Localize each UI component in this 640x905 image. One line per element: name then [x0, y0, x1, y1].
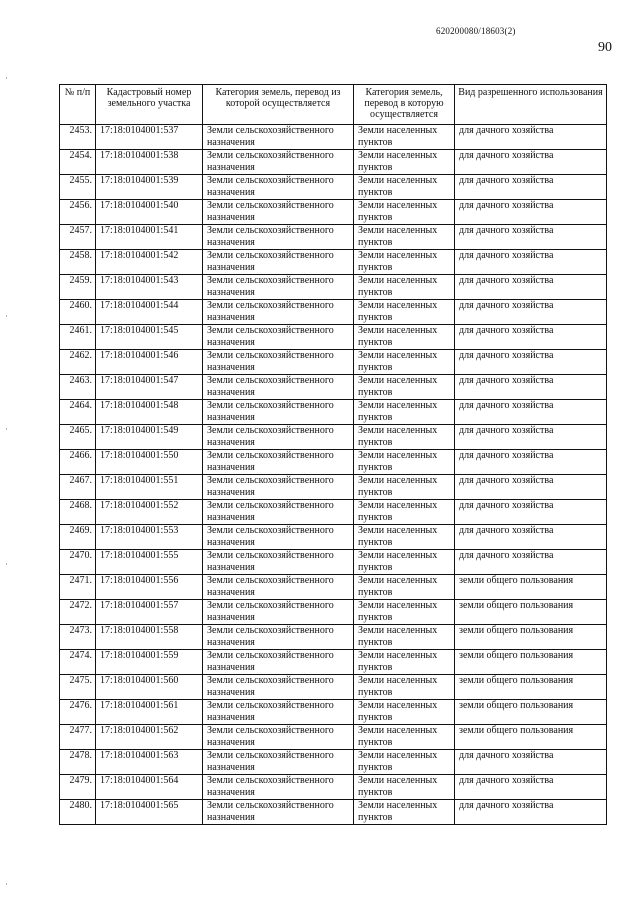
category-to-line: Земли населенных	[358, 275, 438, 286]
cadastral-number: 17:18:0104001:550	[96, 450, 203, 475]
category-from	[203, 375, 354, 400]
category-from	[203, 725, 354, 750]
category-to-line: пунктов	[358, 411, 393, 423]
table-row	[60, 200, 607, 225]
category-from-line: Земли сельскохозяйственного	[207, 125, 334, 136]
category-from	[203, 500, 354, 525]
permitted-use: для дачного хозяйства	[455, 225, 607, 250]
row-number: 2475.	[60, 675, 96, 700]
table-row	[60, 450, 607, 475]
cadastral-number: 17:18:0104001:563	[96, 750, 203, 775]
category-to-line: Земли населенных	[358, 550, 438, 561]
permitted-use: для дачного хозяйства	[455, 475, 607, 500]
table-body	[60, 125, 607, 825]
cadastral-number: 17:18:0104001:560	[96, 675, 203, 700]
category-from-line: назначения	[207, 311, 255, 323]
category-from-line: назначения	[207, 686, 255, 698]
category-to	[354, 225, 455, 250]
column-header-cadastral-number: Кадастровый номер земельного участка	[96, 85, 203, 125]
column-header-number: № п/п	[60, 85, 96, 125]
row-number: 2460.	[60, 300, 96, 325]
category-from-line: Земли сельскохозяйственного	[207, 150, 334, 161]
cadastral-number: 17:18:0104001:565	[96, 800, 203, 825]
category-to-line: пунктов	[358, 486, 393, 498]
category-to-line: Земли населенных	[358, 700, 438, 711]
category-from	[203, 350, 354, 375]
category-from	[203, 400, 354, 425]
cadastral-number: 17:18:0104001:553	[96, 525, 203, 550]
category-to-line: Земли населенных	[358, 750, 438, 761]
row-number: 2471.	[60, 575, 96, 600]
permitted-use: для дачного хозяйства	[455, 800, 607, 825]
table-row	[60, 675, 607, 700]
permitted-use: для дачного хозяйства	[455, 400, 607, 425]
table-row	[60, 225, 607, 250]
category-from	[203, 300, 354, 325]
category-to-line: Земли населенных	[358, 175, 438, 186]
category-to-line: пунктов	[358, 536, 393, 548]
row-number: 2476.	[60, 700, 96, 725]
category-from-line: Земли сельскохозяйственного	[207, 650, 334, 661]
row-number: 2478.	[60, 750, 96, 775]
category-to-line: пунктов	[358, 711, 393, 723]
category-from-line: назначения	[207, 786, 255, 798]
margin-mark: ·	[5, 879, 8, 889]
category-to	[354, 725, 455, 750]
category-to	[354, 775, 455, 800]
category-from	[203, 550, 354, 575]
category-from	[203, 150, 354, 175]
category-from-line: назначения	[207, 261, 255, 273]
column-header-category-to: Категория земель, перевод в которую осуществляется	[354, 85, 455, 125]
category-to-line: пунктов	[358, 236, 393, 248]
cadastral-number: 17:18:0104001:538	[96, 150, 203, 175]
cadastral-number: 17:18:0104001:559	[96, 650, 203, 675]
category-to-line: Земли населенных	[358, 425, 438, 436]
category-to	[354, 650, 455, 675]
cadastral-number: 17:18:0104001:564	[96, 775, 203, 800]
category-to	[354, 525, 455, 550]
permitted-use: для дачного хозяйства	[455, 300, 607, 325]
category-to-line: пунктов	[358, 461, 393, 473]
row-number: 2453.	[60, 125, 96, 150]
category-from-line: Земли сельскохозяйственного	[207, 800, 334, 811]
category-to	[354, 575, 455, 600]
category-from-line: назначения	[207, 136, 255, 148]
category-from-line: назначения	[207, 236, 255, 248]
category-to-line: Земли населенных	[358, 200, 438, 211]
category-from-line: назначения	[207, 711, 255, 723]
table-header-row	[60, 85, 607, 125]
land-table	[59, 84, 607, 825]
category-to	[354, 625, 455, 650]
table-row	[60, 700, 607, 725]
margin-mark: ·	[5, 73, 8, 83]
category-from	[203, 250, 354, 275]
permitted-use: земли общего пользования	[455, 625, 607, 650]
category-to	[354, 475, 455, 500]
cadastral-number: 17:18:0104001:539	[96, 175, 203, 200]
row-number: 2465.	[60, 425, 96, 450]
category-to	[354, 500, 455, 525]
category-to-line: пунктов	[358, 661, 393, 673]
category-from-line: Земли сельскохозяйственного	[207, 725, 334, 736]
category-to	[354, 425, 455, 450]
category-from-line: назначения	[207, 511, 255, 523]
category-to-line: пунктов	[358, 511, 393, 523]
category-from-line: назначения	[207, 636, 255, 648]
category-to-line: пунктов	[358, 736, 393, 748]
row-number: 2469.	[60, 525, 96, 550]
table-row	[60, 150, 607, 175]
permitted-use: земли общего пользования	[455, 700, 607, 725]
category-to-line: пунктов	[358, 811, 393, 823]
category-to-line: пунктов	[358, 136, 393, 148]
category-to-line: Земли населенных	[358, 500, 438, 511]
row-number: 2462.	[60, 350, 96, 375]
page-number: 90	[598, 40, 612, 55]
category-to-line: Земли населенных	[358, 475, 438, 486]
category-from-line: назначения	[207, 286, 255, 298]
category-from-line: Земли сельскохозяйственного	[207, 575, 334, 586]
category-from-line: Земли сельскохозяйственного	[207, 550, 334, 561]
column-header-permitted-use: Вид разрешенного использования	[455, 85, 607, 125]
table-row	[60, 750, 607, 775]
row-number: 2474.	[60, 650, 96, 675]
category-from-line: назначения	[207, 161, 255, 173]
row-number: 2468.	[60, 500, 96, 525]
category-from-line: назначения	[207, 211, 255, 223]
category-from-line: Земли сельскохозяйственного	[207, 225, 334, 236]
category-to-line: пунктов	[358, 361, 393, 373]
permitted-use: для дачного хозяйства	[455, 450, 607, 475]
cadastral-number: 17:18:0104001:548	[96, 400, 203, 425]
category-to-line: пунктов	[358, 611, 393, 623]
category-to-line: Земли населенных	[358, 675, 438, 686]
category-from	[203, 650, 354, 675]
category-to-line: Земли населенных	[358, 450, 438, 461]
category-to-line: пунктов	[358, 311, 393, 323]
category-to	[354, 325, 455, 350]
category-from	[203, 800, 354, 825]
document-code: 620200080/18603(2)	[436, 26, 516, 36]
cadastral-number: 17:18:0104001:561	[96, 700, 203, 725]
table-row	[60, 300, 607, 325]
permitted-use: земли общего пользования	[455, 725, 607, 750]
cadastral-number: 17:18:0104001:541	[96, 225, 203, 250]
category-to-line: пунктов	[358, 761, 393, 773]
row-number: 2457.	[60, 225, 96, 250]
cadastral-number: 17:18:0104001:557	[96, 600, 203, 625]
category-from-line: назначения	[207, 561, 255, 573]
category-from-line: Земли сельскохозяйственного	[207, 775, 334, 786]
cadastral-number: 17:18:0104001:549	[96, 425, 203, 450]
row-number: 2480.	[60, 800, 96, 825]
category-from-line: назначения	[207, 761, 255, 773]
category-from-line: Земли сельскохозяйственного	[207, 475, 334, 486]
table-row	[60, 550, 607, 575]
permitted-use: для дачного хозяйства	[455, 550, 607, 575]
category-from	[203, 425, 354, 450]
category-to-line: Земли населенных	[358, 150, 438, 161]
permitted-use: для дачного хозяйства	[455, 125, 607, 150]
category-from-line: назначения	[207, 811, 255, 823]
category-from	[203, 225, 354, 250]
permitted-use: для дачного хозяйства	[455, 200, 607, 225]
category-to	[354, 350, 455, 375]
cadastral-number: 17:18:0104001:562	[96, 725, 203, 750]
category-to-line: Земли населенных	[358, 650, 438, 661]
category-from-line: назначения	[207, 586, 255, 598]
row-number: 2455.	[60, 175, 96, 200]
permitted-use: для дачного хозяйства	[455, 525, 607, 550]
category-to-line: Земли населенных	[358, 125, 438, 136]
category-to-line: пунктов	[358, 586, 393, 598]
category-to-line: Земли населенных	[358, 775, 438, 786]
category-from-line: назначения	[207, 411, 255, 423]
category-from-line: назначения	[207, 486, 255, 498]
category-to-line: Земли населенных	[358, 350, 438, 361]
category-to	[354, 200, 455, 225]
category-to	[354, 600, 455, 625]
row-number: 2461.	[60, 325, 96, 350]
row-number: 2477.	[60, 725, 96, 750]
row-number: 2456.	[60, 200, 96, 225]
cadastral-number: 17:18:0104001:547	[96, 375, 203, 400]
category-to-line: пунктов	[358, 336, 393, 348]
category-from-line: Земли сельскохозяйственного	[207, 525, 334, 536]
margin-mark: ·	[5, 559, 8, 569]
category-to-line: Земли населенных	[358, 600, 438, 611]
table-row	[60, 375, 607, 400]
category-to-line: Земли населенных	[358, 400, 438, 411]
permitted-use: земли общего пользования	[455, 675, 607, 700]
cadastral-number: 17:18:0104001:543	[96, 275, 203, 300]
category-from-line: назначения	[207, 461, 255, 473]
row-number: 2470.	[60, 550, 96, 575]
category-from-line: назначения	[207, 386, 255, 398]
permitted-use: земли общего пользования	[455, 600, 607, 625]
category-from-line: Земли сельскохозяйственного	[207, 750, 334, 761]
permitted-use: для дачного хозяйства	[455, 250, 607, 275]
category-to	[354, 675, 455, 700]
table-row	[60, 575, 607, 600]
table-row	[60, 425, 607, 450]
category-to-line: Земли населенных	[358, 375, 438, 386]
row-number: 2459.	[60, 275, 96, 300]
category-to-line: пунктов	[358, 261, 393, 273]
table-row	[60, 275, 607, 300]
category-from	[203, 325, 354, 350]
category-to-line: пунктов	[358, 186, 393, 198]
cadastral-number: 17:18:0104001:555	[96, 550, 203, 575]
permitted-use: для дачного хозяйства	[455, 275, 607, 300]
permitted-use: земли общего пользования	[455, 650, 607, 675]
category-from-line: Земли сельскохозяйственного	[207, 600, 334, 611]
category-from-line: назначения	[207, 336, 255, 348]
category-from-line: Земли сельскохозяйственного	[207, 325, 334, 336]
category-to-line: Земли населенных	[358, 525, 438, 536]
category-to	[354, 125, 455, 150]
category-from-line: Земли сельскохозяйственного	[207, 350, 334, 361]
category-from-line: назначения	[207, 436, 255, 448]
row-number: 2473.	[60, 625, 96, 650]
permitted-use: для дачного хозяйства	[455, 425, 607, 450]
category-from-line: Земли сельскохозяйственного	[207, 175, 334, 186]
category-to-line: Земли населенных	[358, 800, 438, 811]
margin-mark: ·	[5, 311, 8, 321]
category-from	[203, 625, 354, 650]
category-to	[354, 150, 455, 175]
table-row	[60, 800, 607, 825]
category-to-line: Земли населенных	[358, 575, 438, 586]
row-number: 2454.	[60, 150, 96, 175]
category-from	[203, 600, 354, 625]
category-to	[354, 700, 455, 725]
cadastral-number: 17:18:0104001:552	[96, 500, 203, 525]
category-from	[203, 200, 354, 225]
table-row	[60, 350, 607, 375]
table-row	[60, 525, 607, 550]
cadastral-number: 17:18:0104001:542	[96, 250, 203, 275]
category-from-line: Земли сельскохозяйственного	[207, 700, 334, 711]
category-to-line: Земли населенных	[358, 300, 438, 311]
category-from-line: Земли сельскохозяйственного	[207, 425, 334, 436]
margin-mark: ·	[5, 424, 8, 434]
row-number: 2464.	[60, 400, 96, 425]
table-row	[60, 725, 607, 750]
permitted-use: для дачного хозяйства	[455, 325, 607, 350]
table-row	[60, 625, 607, 650]
cadastral-number: 17:18:0104001:556	[96, 575, 203, 600]
cadastral-number: 17:18:0104001:544	[96, 300, 203, 325]
category-to	[354, 800, 455, 825]
category-from	[203, 750, 354, 775]
permitted-use: для дачного хозяйства	[455, 375, 607, 400]
category-from	[203, 175, 354, 200]
category-to-line: пунктов	[358, 436, 393, 448]
row-number: 2463.	[60, 375, 96, 400]
category-to	[354, 300, 455, 325]
category-to-line: пунктов	[358, 636, 393, 648]
category-from	[203, 700, 354, 725]
row-number: 2479.	[60, 775, 96, 800]
category-from-line: Земли сельскохозяйственного	[207, 450, 334, 461]
column-header-category-from: Категория земель, перевод из которой осуществляется	[203, 85, 354, 125]
permitted-use: для дачного хозяйства	[455, 150, 607, 175]
table-row	[60, 600, 607, 625]
cadastral-number: 17:18:0104001:546	[96, 350, 203, 375]
category-from	[203, 125, 354, 150]
category-to-line: пунктов	[358, 286, 393, 298]
permitted-use: земли общего пользования	[455, 575, 607, 600]
category-from-line: назначения	[207, 361, 255, 373]
category-to-line: пунктов	[358, 211, 393, 223]
category-from	[203, 275, 354, 300]
category-to-line: пунктов	[358, 386, 393, 398]
category-to-line: Земли населенных	[358, 250, 438, 261]
category-from-line: Земли сельскохозяйственного	[207, 300, 334, 311]
permitted-use: для дачного хозяйства	[455, 350, 607, 375]
table-row	[60, 325, 607, 350]
category-from-line: назначения	[207, 186, 255, 198]
permitted-use: для дачного хозяйства	[455, 500, 607, 525]
category-to	[354, 550, 455, 575]
table-row	[60, 250, 607, 275]
category-to-line: Земли населенных	[358, 625, 438, 636]
category-to	[354, 250, 455, 275]
category-to	[354, 750, 455, 775]
row-number: 2458.	[60, 250, 96, 275]
table-row	[60, 175, 607, 200]
category-from	[203, 575, 354, 600]
category-to-line: пунктов	[358, 561, 393, 573]
category-to-line: пунктов	[358, 686, 393, 698]
category-from	[203, 775, 354, 800]
category-to-line: пунктов	[358, 161, 393, 173]
category-to	[354, 375, 455, 400]
category-from-line: Земли сельскохозяйственного	[207, 500, 334, 511]
category-to	[354, 175, 455, 200]
category-from-line: назначения	[207, 736, 255, 748]
table-row	[60, 500, 607, 525]
category-from-line: Земли сельскохозяйственного	[207, 375, 334, 386]
category-from-line: назначения	[207, 611, 255, 623]
category-from-line: Земли сельскохозяйственного	[207, 275, 334, 286]
category-from	[203, 675, 354, 700]
category-to-line: Земли населенных	[358, 725, 438, 736]
table-row	[60, 775, 607, 800]
row-number: 2472.	[60, 600, 96, 625]
table-row	[60, 125, 607, 150]
table-row	[60, 650, 607, 675]
category-from-line: Земли сельскохозяйственного	[207, 675, 334, 686]
category-to	[354, 450, 455, 475]
cadastral-number: 17:18:0104001:537	[96, 125, 203, 150]
permitted-use: для дачного хозяйства	[455, 175, 607, 200]
cadastral-number: 17:18:0104001:558	[96, 625, 203, 650]
permitted-use: для дачного хозяйства	[455, 750, 607, 775]
row-number: 2466.	[60, 450, 96, 475]
cadastral-number: 17:18:0104001:545	[96, 325, 203, 350]
category-from	[203, 450, 354, 475]
category-from-line: назначения	[207, 536, 255, 548]
category-to-line: пунктов	[358, 786, 393, 798]
category-from-line: Земли сельскохозяйственного	[207, 200, 334, 211]
cadastral-number: 17:18:0104001:540	[96, 200, 203, 225]
table-row	[60, 475, 607, 500]
row-number: 2467.	[60, 475, 96, 500]
category-from	[203, 475, 354, 500]
category-to	[354, 275, 455, 300]
category-from-line: Земли сельскохозяйственного	[207, 250, 334, 261]
category-to-line: Земли населенных	[358, 325, 438, 336]
category-to	[354, 400, 455, 425]
cadastral-number: 17:18:0104001:551	[96, 475, 203, 500]
category-to-line: Земли населенных	[358, 225, 438, 236]
permitted-use: для дачного хозяйства	[455, 775, 607, 800]
category-from-line: Земли сельскохозяйственного	[207, 625, 334, 636]
category-from	[203, 525, 354, 550]
table-row	[60, 400, 607, 425]
category-from-line: назначения	[207, 661, 255, 673]
category-from-line: Земли сельскохозяйственного	[207, 400, 334, 411]
